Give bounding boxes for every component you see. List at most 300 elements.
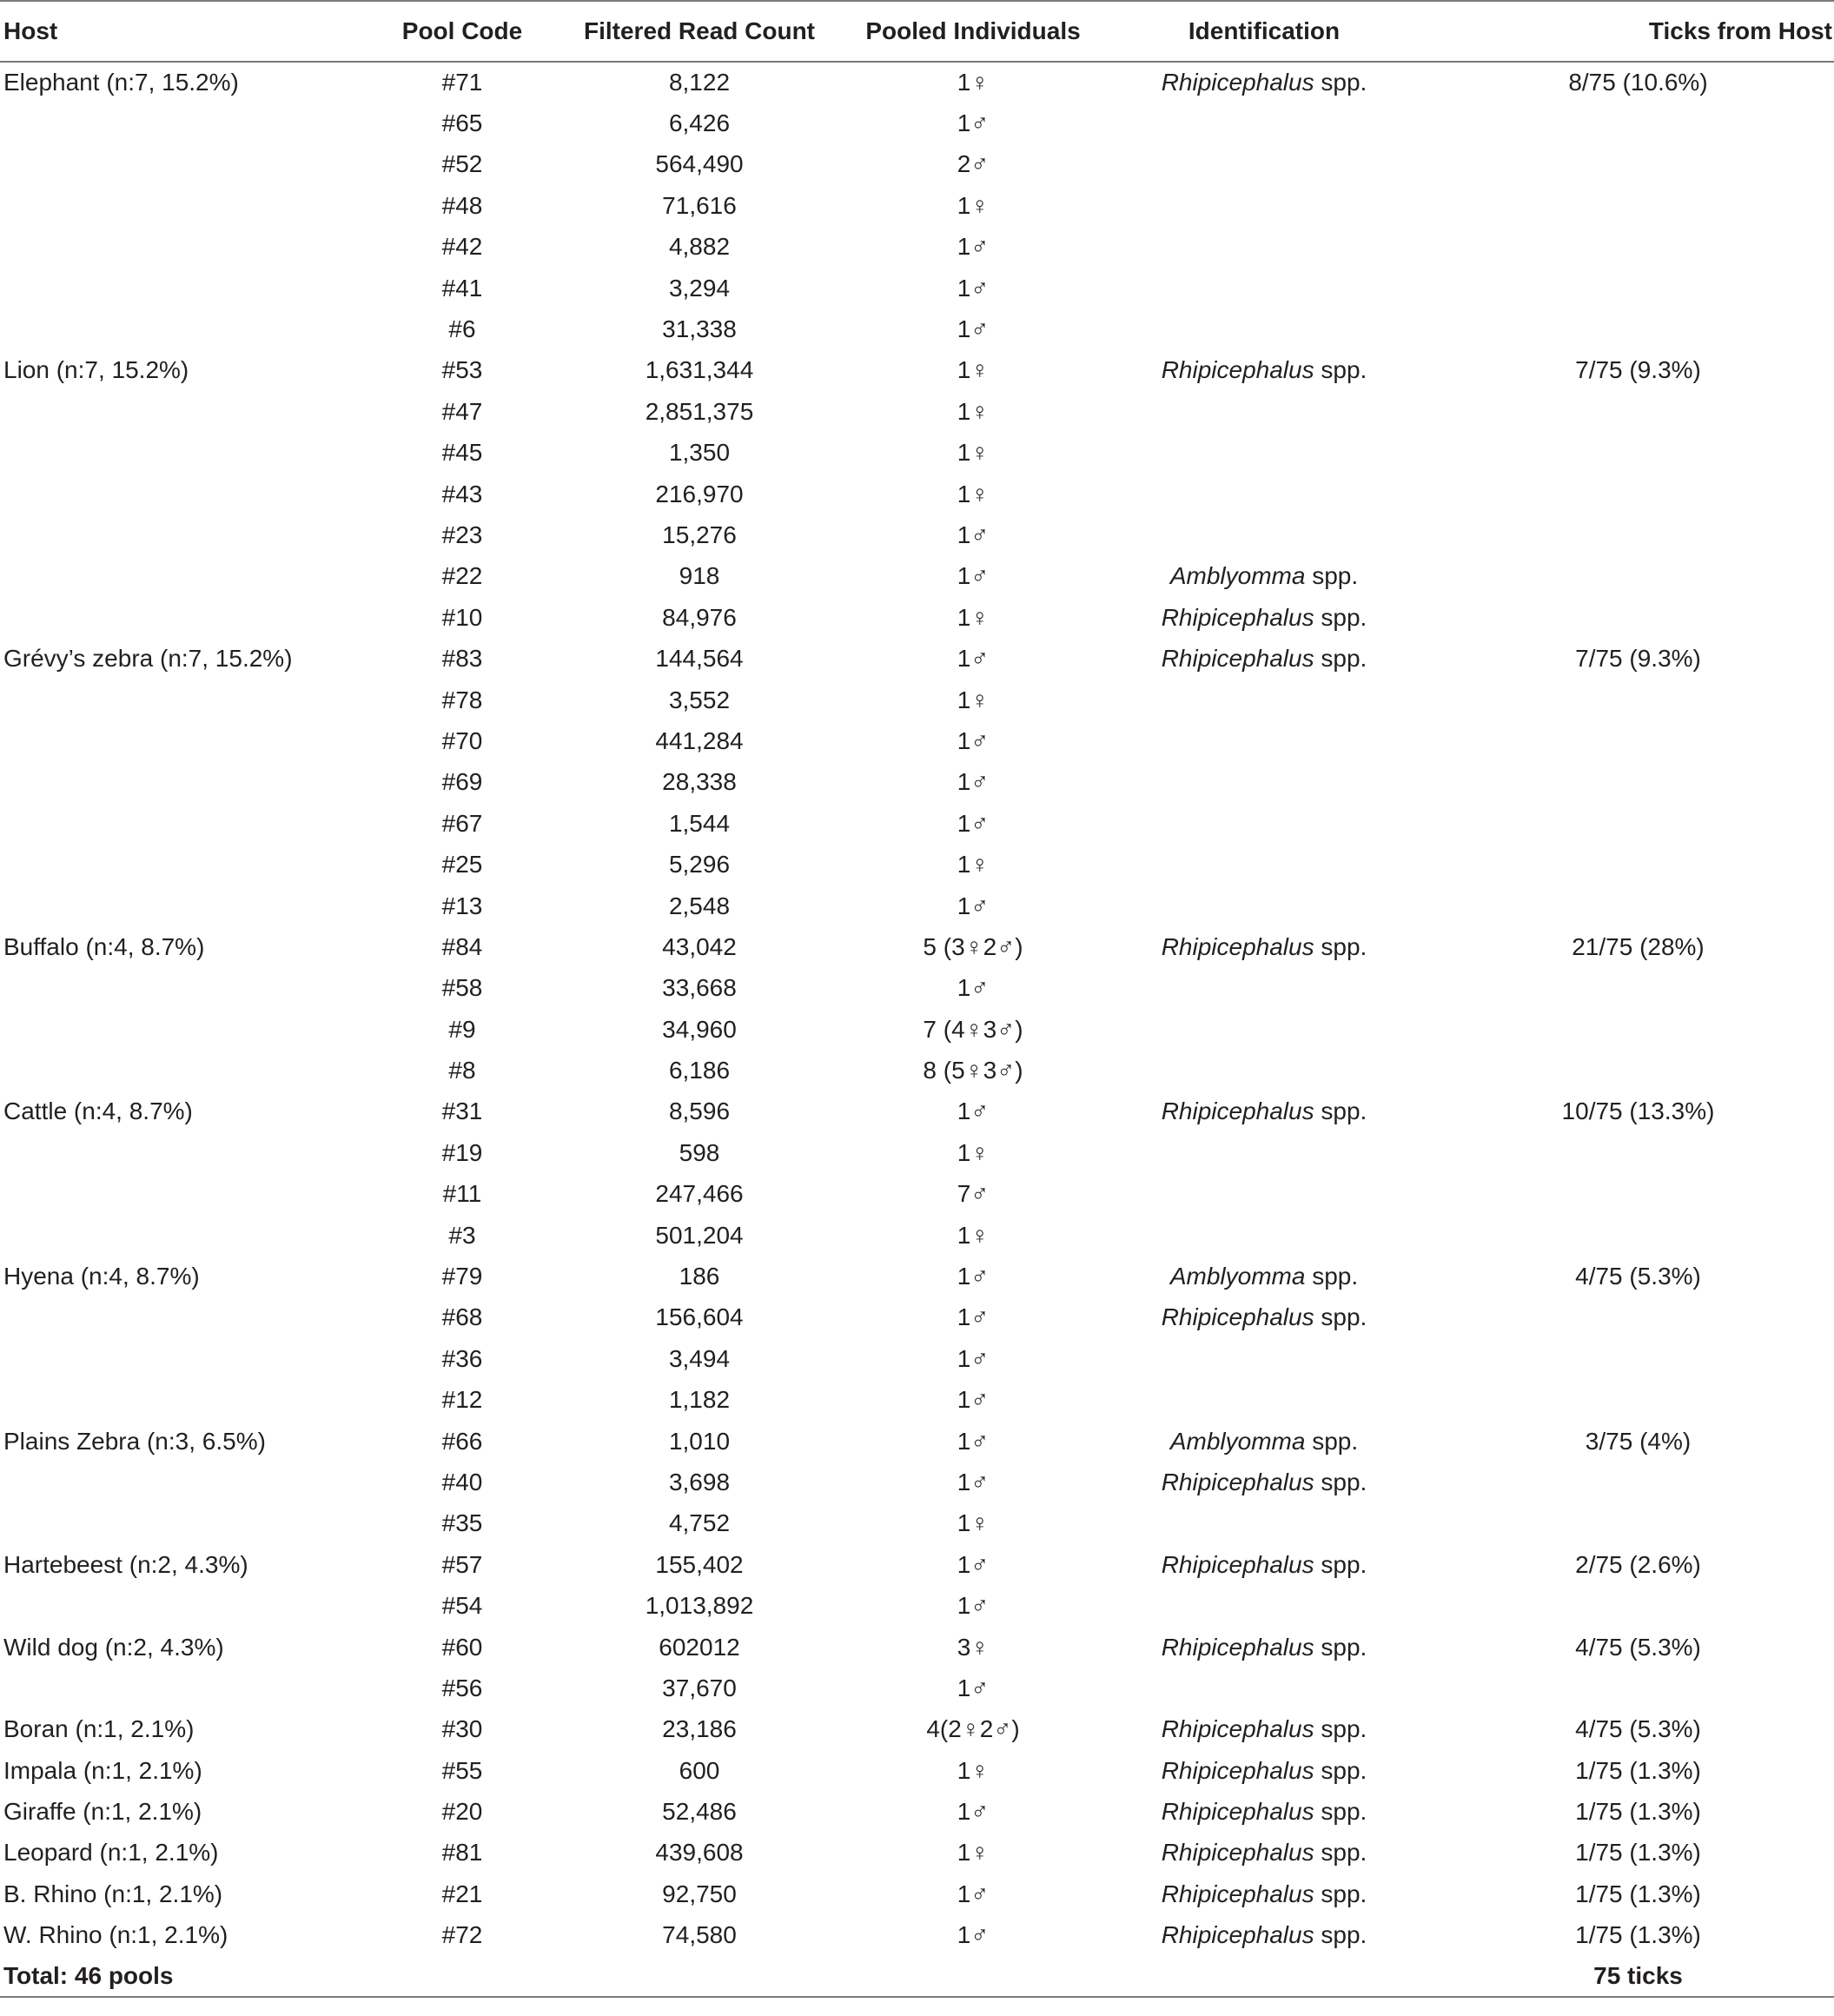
read-count-cell: 1,350 [668,439,731,467]
host-cell: Elephant (n:7, 15.2%) [3,69,239,96]
species-suffix: spp. [1314,1633,1367,1661]
pool-code-cell: #56 [441,1674,483,1701]
species-suffix: spp. [1314,1880,1367,1907]
host-cell [0,556,374,597]
table-row [0,1462,1834,1502]
table-row [0,474,1834,514]
ticks-from-host-cell [1425,1380,1834,1421]
pool-code-cell: #12 [441,1386,483,1414]
read-count-cell: 600 [679,1756,720,1784]
pool-code-cell: #6 [448,315,476,343]
genus-name: Rhipicephalus [1161,1468,1314,1495]
host-cell [0,597,374,638]
ticks-from-host-cell [1425,885,1834,926]
table-row [0,1132,1834,1173]
identification-cell [1103,144,1425,185]
pool-code-cell: #68 [441,1303,483,1331]
table-row [0,638,1834,679]
read-count-cell: 23,186 [662,1715,737,1743]
pool-code-cell: #47 [441,397,483,425]
identification-cell [1103,227,1425,268]
pool-code-cell: #42 [441,233,483,261]
host-cell [0,720,374,761]
host-cell [0,433,374,474]
total-empty-cell [556,1956,843,1997]
host-cell: Buffalo (n:4, 8.7%) [3,932,205,960]
genus-name: Amblyomma [1169,1427,1306,1455]
pool-code-cell: #65 [441,109,483,137]
pool-code-cell: #57 [441,1550,483,1578]
table-row [0,720,1834,761]
ticks-from-host-cell [1425,268,1834,308]
ticks-from-host-cell [1425,227,1834,268]
table-row [0,1380,1834,1421]
header-pooled-individuals: Pooled Individuals [843,1,1103,62]
ticks-from-host-cell [1425,803,1834,844]
pool-code-cell: #8 [448,1057,476,1084]
pooled-individuals-cell: 1♂ [957,1263,990,1290]
host-cell [0,968,374,1009]
ticks-from-host-cell [1425,103,1834,143]
table-row [0,597,1834,638]
genus-name: Rhipicephalus [1161,1550,1314,1578]
pooled-individuals-cell: 5 (3♀2♂) [923,932,1023,960]
host-cell: B. Rhino (n:1, 2.1%) [3,1880,223,1907]
read-count-cell: 598 [679,1138,720,1166]
table-row [0,803,1834,844]
species-suffix: spp. [1305,1263,1359,1290]
genus-name: Rhipicephalus [1161,932,1314,960]
pool-code-cell: #13 [441,892,483,919]
ticks-from-host-cell [1425,1174,1834,1215]
table-row [0,1873,1834,1914]
ticks-from-host-cell [1425,1215,1834,1256]
pooled-individuals-cell: 1♂ [957,1921,990,1949]
table-row [0,680,1834,720]
pooled-individuals-cell: 1♂ [957,315,990,343]
ticks-from-host-cell [1425,144,1834,185]
species-suffix: spp. [1314,1550,1367,1578]
pooled-individuals-cell: 1♂ [957,1098,990,1125]
pooled-individuals-cell: 8 (5♀3♂) [923,1057,1023,1084]
pooled-individuals-cell: 1♂ [957,1344,990,1372]
pool-code-cell: #9 [448,1015,476,1043]
pool-code-cell: #3 [448,1221,476,1249]
table-row [0,1338,1834,1379]
read-count-cell: 1,631,344 [645,356,754,384]
identification-cell [1103,308,1425,349]
pooled-individuals-cell: 1♂ [957,1674,990,1701]
table-row [0,1503,1834,1544]
pool-code-cell: #31 [441,1098,483,1125]
species-suffix: spp. [1305,1427,1359,1455]
identification-cell [1103,1462,1425,1502]
pool-code-cell: #67 [441,809,483,837]
host-cell: Hyena (n:4, 8.7%) [3,1263,200,1290]
pool-code-cell: #11 [442,1180,482,1208]
pooled-individuals-cell: 1♀ [957,480,990,507]
header-identification: Identification [1103,1,1425,62]
pooled-individuals-cell: 1♀ [957,191,990,219]
pool-code-cell: #19 [441,1138,483,1166]
species-suffix: spp. [1314,1839,1367,1867]
genus-name: Rhipicephalus [1161,1633,1314,1661]
pooled-individuals-cell: 1♂ [957,1427,990,1455]
host-cell [0,844,374,885]
genus-name: Rhipicephalus [1161,1880,1314,1907]
species-suffix: spp. [1314,1098,1367,1125]
read-count-cell: 71,616 [662,191,737,219]
table-row [0,1544,1834,1585]
identification-cell [1103,1009,1425,1050]
pooled-individuals-cell: 1♀ [957,1138,990,1166]
pooled-individuals-cell: 1♂ [957,892,990,919]
pool-code-cell: #36 [441,1344,483,1372]
pool-code-cell: #66 [441,1427,483,1455]
species-suffix: spp. [1314,1715,1367,1743]
ticks-from-host-cell [1425,1009,1834,1050]
pooled-individuals-cell: 1♂ [957,562,990,590]
read-count-cell: 3,494 [668,1344,731,1372]
pooled-individuals-cell: 3♀ [957,1633,990,1661]
identification-cell [1103,1256,1425,1296]
host-cell [0,803,374,844]
read-count-cell: 1,010 [668,1427,731,1455]
identification-cell [1103,1627,1425,1668]
table-row [0,1750,1834,1791]
identification-cell [1103,1132,1425,1173]
pool-code-cell: #25 [441,851,483,879]
table-row [0,308,1834,349]
ticks-from-host-cell [1425,308,1834,349]
identification-cell [1103,803,1425,844]
identification-cell [1103,1215,1425,1256]
identification-cell [1103,1503,1425,1544]
host-cell [0,1380,374,1421]
table-row [0,968,1834,1009]
identification-cell [1103,885,1425,926]
genus-name: Amblyomma [1169,562,1306,590]
pooled-individuals-cell: 1♂ [957,726,990,754]
identification-cell [1103,844,1425,885]
read-count-cell: 1,013,892 [645,1592,754,1620]
identification-cell [1103,762,1425,803]
ticks-from-host-cell: 4/75 (5.3%) [1575,1633,1701,1661]
pool-code-cell: #40 [441,1468,483,1495]
table-row [0,1256,1834,1296]
table-row [0,1585,1834,1626]
read-count-cell: 4,882 [668,233,731,261]
header-row [0,1,1834,62]
pool-code-cell: #72 [441,1921,483,1949]
ticks-from-host-cell [1425,391,1834,432]
table-row [0,103,1834,143]
species-suffix: spp. [1305,562,1359,590]
host-cell: Wild dog (n:2, 4.3%) [3,1633,224,1661]
table-row [0,227,1834,268]
host-cell: Plains Zebra (n:3, 6.5%) [3,1427,266,1455]
ticks-from-host-cell [1425,556,1834,597]
ticks-from-host-cell [1425,680,1834,720]
pooled-individuals-cell: 1♂ [957,1550,990,1578]
pool-code-cell: #58 [441,974,483,1002]
identification-cell [1103,1915,1425,1956]
genus-name: Rhipicephalus [1161,1303,1314,1331]
pooled-individuals-cell: 1♀ [957,603,990,631]
species-suffix: spp. [1314,69,1367,96]
ticks-from-host-cell [1425,1668,1834,1708]
read-count-cell: 4,752 [668,1509,731,1537]
table-row [0,762,1834,803]
table-row [0,433,1834,474]
host-cell [0,1050,374,1091]
identification-cell [1103,103,1425,143]
pool-code-cell: #43 [441,480,483,507]
pooled-individuals-cell: 1♂ [957,1386,990,1414]
ticks-from-host-cell [1425,1297,1834,1338]
total-empty-cell [374,1956,556,1997]
ticks-from-host-cell [1425,597,1834,638]
read-count-cell: 155,402 [655,1550,744,1578]
pooled-individuals-cell: 1♂ [957,974,990,1002]
pooled-individuals-cell: 1♀ [957,686,990,713]
pooled-individuals-cell: 1♂ [957,1798,990,1826]
ticks-from-host-cell [1425,1585,1834,1626]
ticks-from-host-cell [1425,433,1834,474]
pool-code-cell: #70 [441,726,483,754]
host-cell [0,391,374,432]
read-count-cell: 84,976 [662,603,737,631]
ticks-from-host-cell: 4/75 (5.3%) [1575,1715,1701,1743]
table-row [0,1833,1834,1873]
read-count-cell: 144,564 [655,645,744,673]
read-count-cell: 3,552 [668,686,731,713]
pool-code-cell: #35 [441,1509,483,1537]
ticks-from-host-cell: 4/75 (5.3%) [1575,1263,1701,1290]
host-cell [0,268,374,308]
pool-code-cell: #52 [441,150,483,178]
pool-code-cell: #60 [441,1633,483,1661]
total-ticks: 75 ticks [1425,1956,1834,1997]
ticks-from-host-cell [1425,1503,1834,1544]
identification-cell [1103,1338,1425,1379]
ticks-from-host-cell [1425,844,1834,885]
pool-code-cell: #84 [441,932,483,960]
ticks-from-host-cell [1425,1338,1834,1379]
host-cell: Hartebeest (n:2, 4.3%) [3,1550,248,1578]
read-count-cell: 2,548 [668,892,731,919]
ticks-from-host-cell [1425,1132,1834,1173]
read-count-cell: 602012 [659,1633,740,1661]
total-empty-cell [843,1956,1103,1997]
identification-cell [1103,62,1425,103]
read-count-cell: 3,698 [668,1468,731,1495]
genus-name: Rhipicephalus [1161,1839,1314,1867]
read-count-cell: 441,284 [655,726,744,754]
pooled-individuals-cell: 2♂ [957,150,990,178]
host-cell [0,1503,374,1544]
pool-code-cell: #41 [441,274,483,302]
host-cell [0,680,374,720]
pooled-individuals-cell: 1♀ [957,851,990,879]
host-cell: Boran (n:1, 2.1%) [3,1715,195,1743]
species-suffix: spp. [1314,1921,1367,1949]
pool-code-cell: #20 [441,1798,483,1826]
header-host: Host [0,1,374,62]
read-count-cell: 43,042 [662,932,737,960]
identification-cell [1103,514,1425,555]
host-cell [0,1215,374,1256]
genus-name: Rhipicephalus [1161,356,1314,384]
host-cell [0,308,374,349]
read-count-cell: 37,670 [662,1674,737,1701]
read-count-cell: 501,204 [655,1221,744,1249]
host-cell [0,1297,374,1338]
host-cell [0,227,374,268]
ticks-from-host-cell [1425,762,1834,803]
pool-code-cell: #81 [441,1839,483,1867]
ticks-from-host-cell: 1/75 (1.3%) [1575,1839,1701,1867]
ticks-from-host-cell [1425,185,1834,226]
identification-cell [1103,1050,1425,1091]
table-row [0,1915,1834,1956]
pool-code-cell: #71 [441,69,483,96]
total-row [0,1956,1834,1997]
identification-cell [1103,1091,1425,1132]
identification-cell [1103,1585,1425,1626]
identification-cell [1103,1833,1425,1873]
ticks-from-host-cell [1425,968,1834,1009]
pooled-individuals-cell: 1♀ [957,1839,990,1867]
table-row [0,844,1834,885]
ticks-from-host-cell: 3/75 (4%) [1585,1427,1692,1455]
genus-name: Rhipicephalus [1161,603,1314,631]
read-count-cell: 34,960 [662,1015,737,1043]
pooled-individuals-cell: 1♂ [957,645,990,673]
species-suffix: spp. [1314,645,1367,673]
host-cell [0,885,374,926]
genus-name: Rhipicephalus [1161,1715,1314,1743]
genus-name: Rhipicephalus [1161,69,1314,96]
table-row [0,1709,1834,1750]
pool-code-cell: #10 [441,603,483,631]
identification-cell [1103,1544,1425,1585]
host-cell: Cattle (n:4, 8.7%) [3,1098,193,1125]
species-suffix: spp. [1314,1468,1367,1495]
host-cell [0,762,374,803]
pool-code-cell: #30 [441,1715,483,1743]
identification-cell [1103,1709,1425,1750]
identification-cell [1103,638,1425,679]
host-cell [0,1668,374,1708]
pool-code-cell: #78 [441,686,483,713]
pool-code-cell: #23 [441,521,483,548]
read-count-cell: 92,750 [662,1880,737,1907]
species-suffix: spp. [1314,1798,1367,1826]
host-cell [0,1585,374,1626]
read-count-cell: 6,426 [668,109,731,137]
genus-name: Rhipicephalus [1161,1921,1314,1949]
ticks-from-host-cell: 1/75 (1.3%) [1575,1756,1701,1784]
identification-cell [1103,1421,1425,1462]
identification-cell [1103,433,1425,474]
pooled-individuals-cell: 1♂ [957,109,990,137]
table-row [0,144,1834,185]
read-count-cell: 564,490 [655,150,744,178]
genus-name: Rhipicephalus [1161,645,1314,673]
ticks-from-host-cell: 1/75 (1.3%) [1575,1798,1701,1826]
table-row [0,1791,1834,1832]
table-row [0,391,1834,432]
pool-code-cell: #69 [441,768,483,796]
identification-cell [1103,474,1425,514]
read-count-cell: 74,580 [662,1921,737,1949]
read-count-cell: 15,276 [662,521,737,548]
pooled-individuals-cell: 1♀ [957,356,990,384]
identification-cell [1103,1791,1425,1832]
table-row [0,1668,1834,1708]
table-row [0,185,1834,226]
identification-cell [1103,1873,1425,1914]
ticks-from-host-cell [1425,1050,1834,1091]
genus-name: Rhipicephalus [1161,1756,1314,1784]
identification-cell [1103,926,1425,967]
pooled-individuals-cell: 4(2♀2♂) [926,1715,1020,1743]
pool-code-cell: #83 [441,645,483,673]
pooled-individuals-cell: 1♂ [957,1468,990,1495]
host-cell: Impala (n:1, 2.1%) [3,1756,202,1784]
pooled-individuals-cell: 1♀ [957,1756,990,1784]
header-ticks-from-host: Ticks from Host [1425,1,1834,62]
ticks-from-host-cell: 2/75 (2.6%) [1575,1550,1701,1578]
table-row [0,926,1834,967]
host-cell [0,1132,374,1173]
pooled-individuals-cell: 1♀ [957,439,990,467]
read-count-cell: 5,296 [668,851,731,879]
genus-name: Rhipicephalus [1161,1098,1314,1125]
host-cell: Leopard (n:1, 2.1%) [3,1839,219,1867]
table-row [0,1091,1834,1132]
pooled-individuals-cell: 1♂ [957,233,990,261]
read-count-cell: 156,604 [655,1303,744,1331]
ticks-from-host-cell: 7/75 (9.3%) [1575,356,1701,384]
ticks-from-host-cell: 1/75 (1.3%) [1575,1921,1701,1949]
pool-code-cell: #54 [441,1592,483,1620]
read-count-cell: 8,122 [668,69,731,96]
read-count-cell: 247,466 [655,1180,744,1208]
read-count-cell: 918 [679,562,720,590]
read-count-cell: 186 [679,1263,720,1290]
table-body [0,62,1834,1956]
ticks-from-host-cell: 1/75 (1.3%) [1575,1880,1701,1907]
identification-cell [1103,1750,1425,1791]
pool-code-cell: #21 [441,1880,483,1907]
identification-cell [1103,268,1425,308]
read-count-cell: 3,294 [668,274,731,302]
table-row [0,62,1834,103]
identification-cell [1103,1297,1425,1338]
pool-code-cell: #45 [441,439,483,467]
pooled-individuals-cell: 1♀ [957,69,990,96]
pooled-individuals-cell: 1♂ [957,521,990,548]
identification-cell [1103,185,1425,226]
pool-code-cell: #48 [441,191,483,219]
pooled-individuals-cell: 7♂ [957,1180,990,1208]
host-cell [0,1462,374,1502]
species-suffix: spp. [1314,356,1367,384]
species-suffix: spp. [1314,932,1367,960]
read-count-cell: 33,668 [662,974,737,1002]
